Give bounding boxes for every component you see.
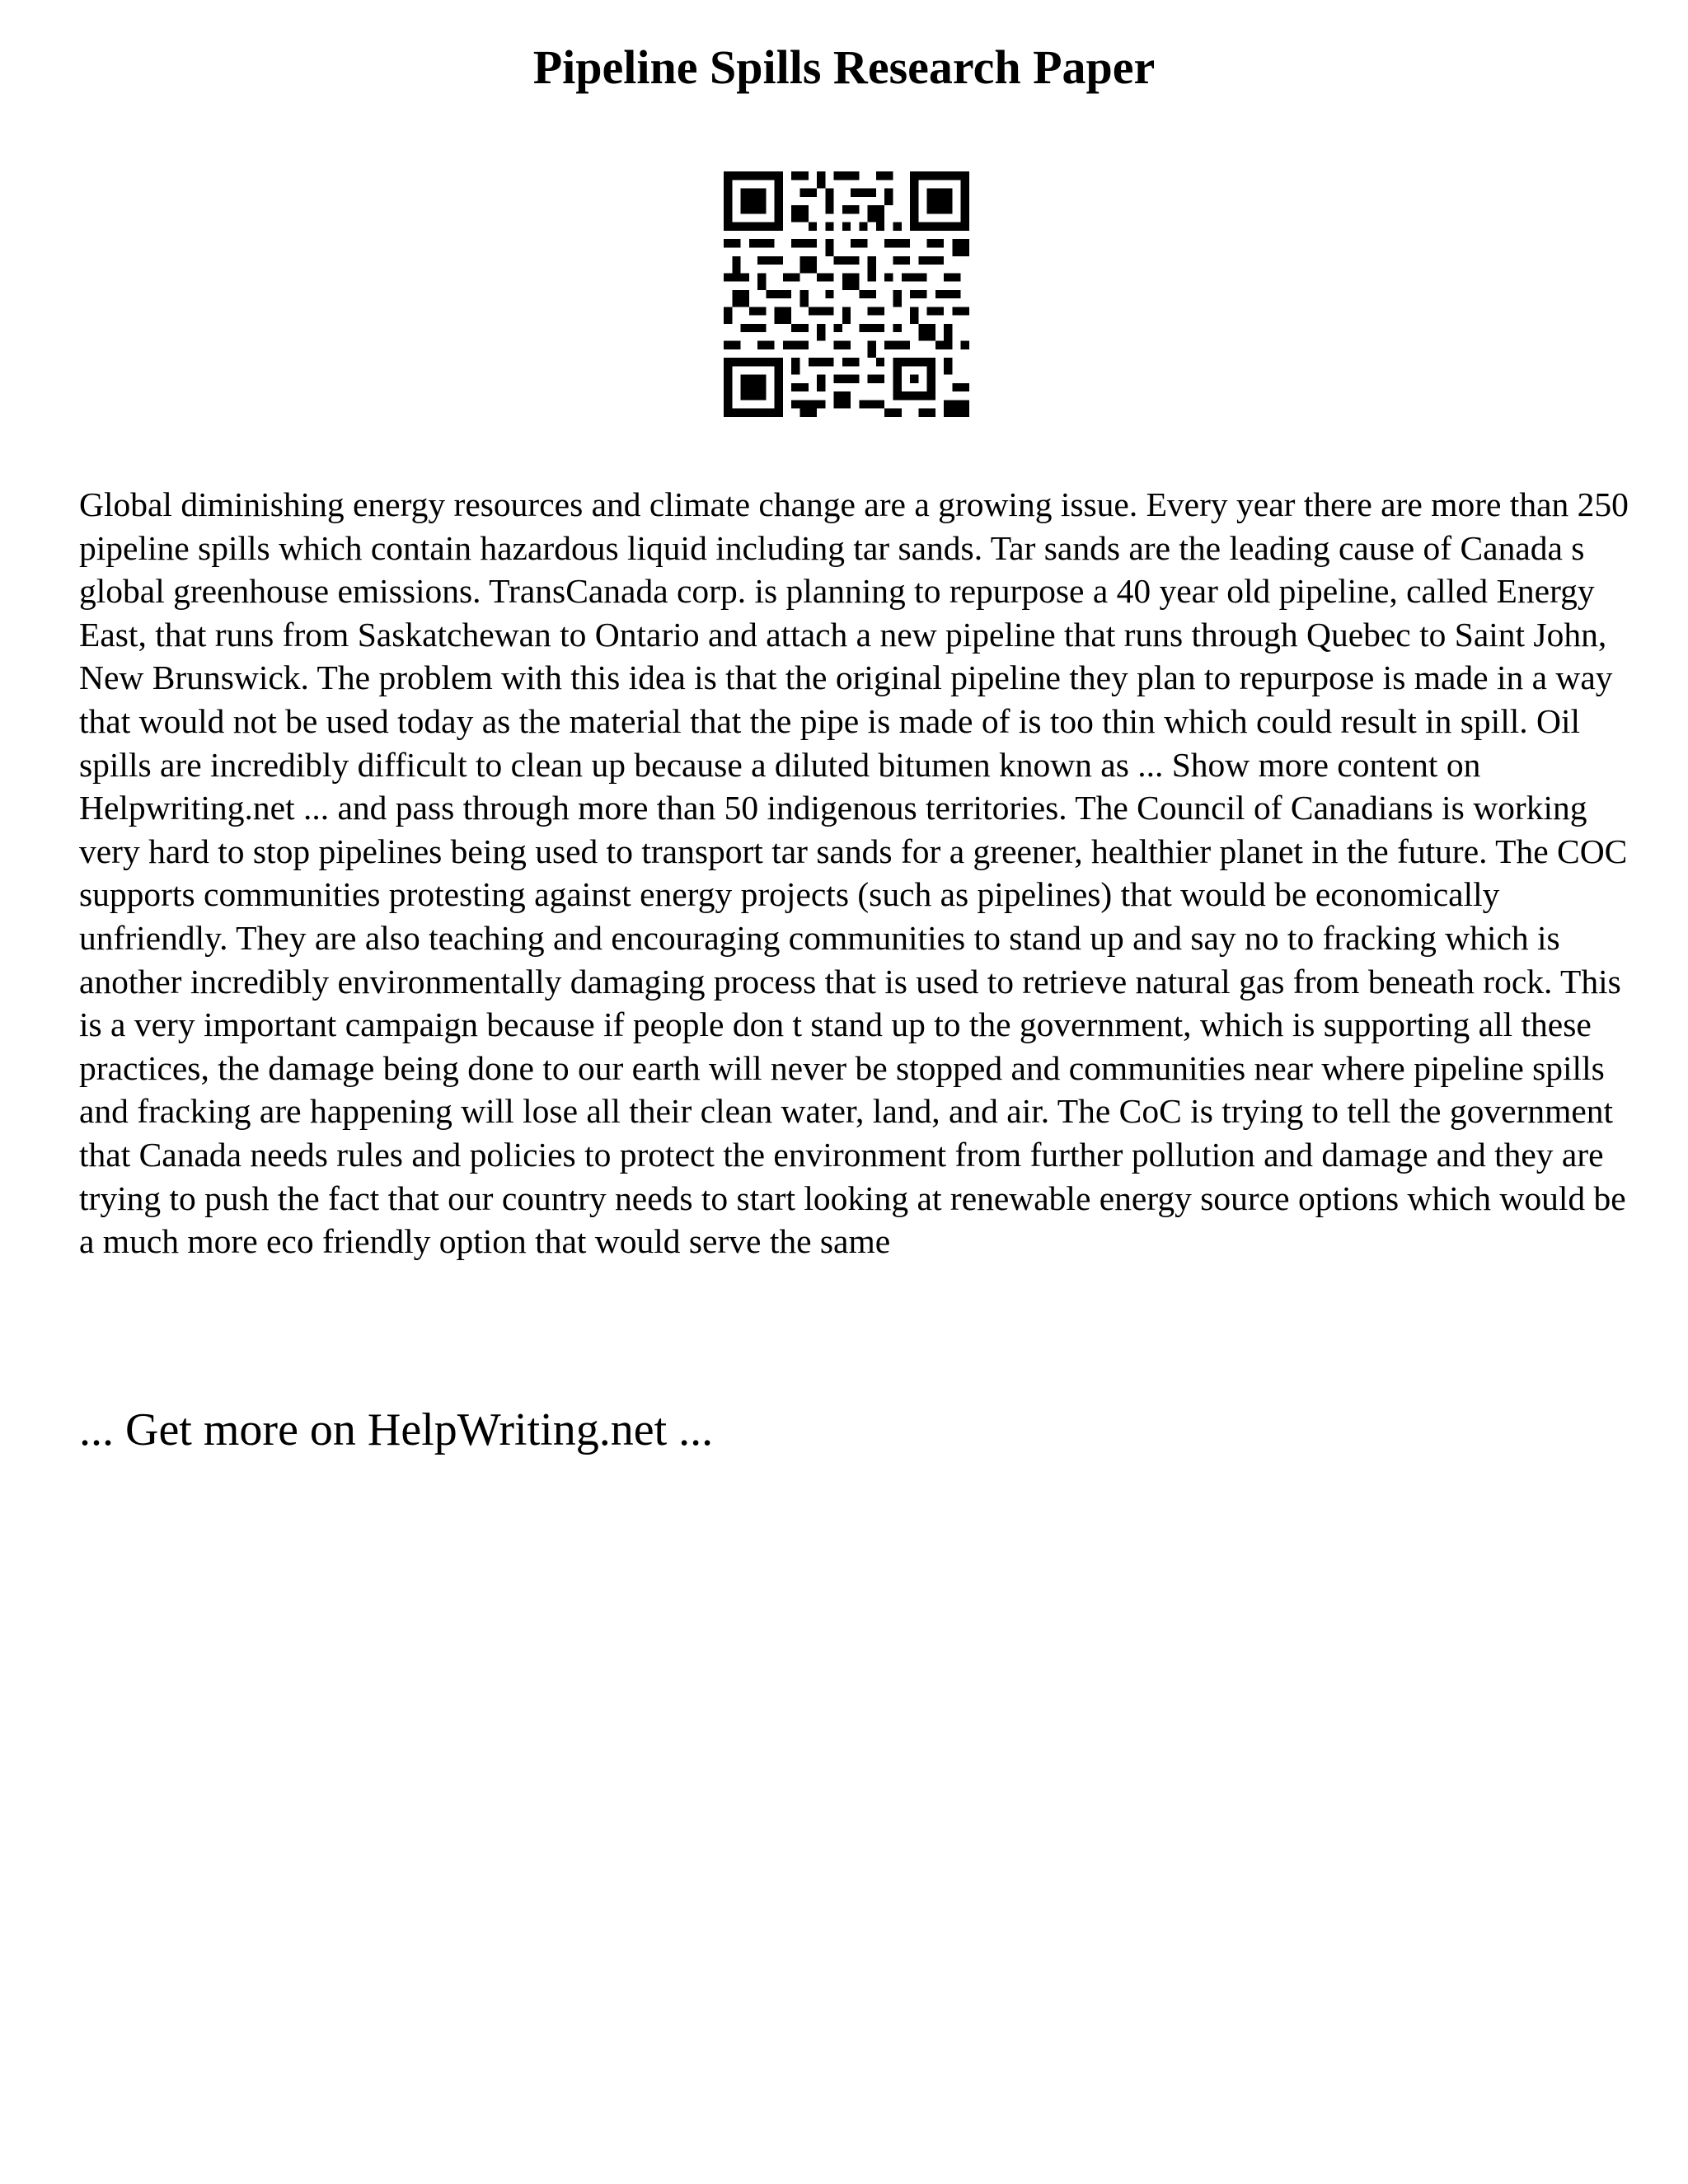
qr-code-icon xyxy=(724,171,969,417)
page-title: Pipeline Spills Research Paper xyxy=(532,40,1156,94)
get-more-link[interactable]: ... Get more on HelpWriting.net ... xyxy=(79,1404,714,1455)
body-paragraph: Global diminishing energy resources and climate change are a growing issue. Every year there are more than 250 pipeline spills which contain hazardous liquid including tar sands. Tar sands are the leading cause of Canada s global greenhouse emissions. TransCanada corp. is planning to repurpose a 40 year old pipeline, called Energy East, that runs from Saskatchewan to Ontario and attach a new pipeline that runs through Quebec to Saint John, New Brunswick. The problem with this idea is that the original pipeline they plan to repurpose is made in a way that would not be used today as the material that the pipe is made of is too thin which could result in spill. Oil spills are incredibly difficult to clean up because a diluted bitumen known as ... Show more content on Helpwriting.net ... and pass through more than 50 indigenous territories. The Council of Canadians is working very hard to stop pipelines being used to transport tar sands for a greener, healthier planet in the future. The COC supports communities protesting against energy projects (such as pipelines) that would be economically unfriendly. They are also teaching and encouraging communities to stand up and say no to fracking which is another incredibly environmentally damaging process that is used to retrieve natural gas from beneath rock. This is a very important campaign because if people don t stand up to the government, which is supporting all these practices, the damage being done to our earth will never be stopped and communities near where pipeline spills and fracking are happening will lose all their clean water, land, and air. The CoC is trying to tell the government that Canada needs rules and policies to protect the environment from further pollution and damage and they are trying to push the fact that our country needs to start looking at renewable energy source options which would be a much more eco friendly option that would serve the same xyxy=(79,485,1629,1261)
